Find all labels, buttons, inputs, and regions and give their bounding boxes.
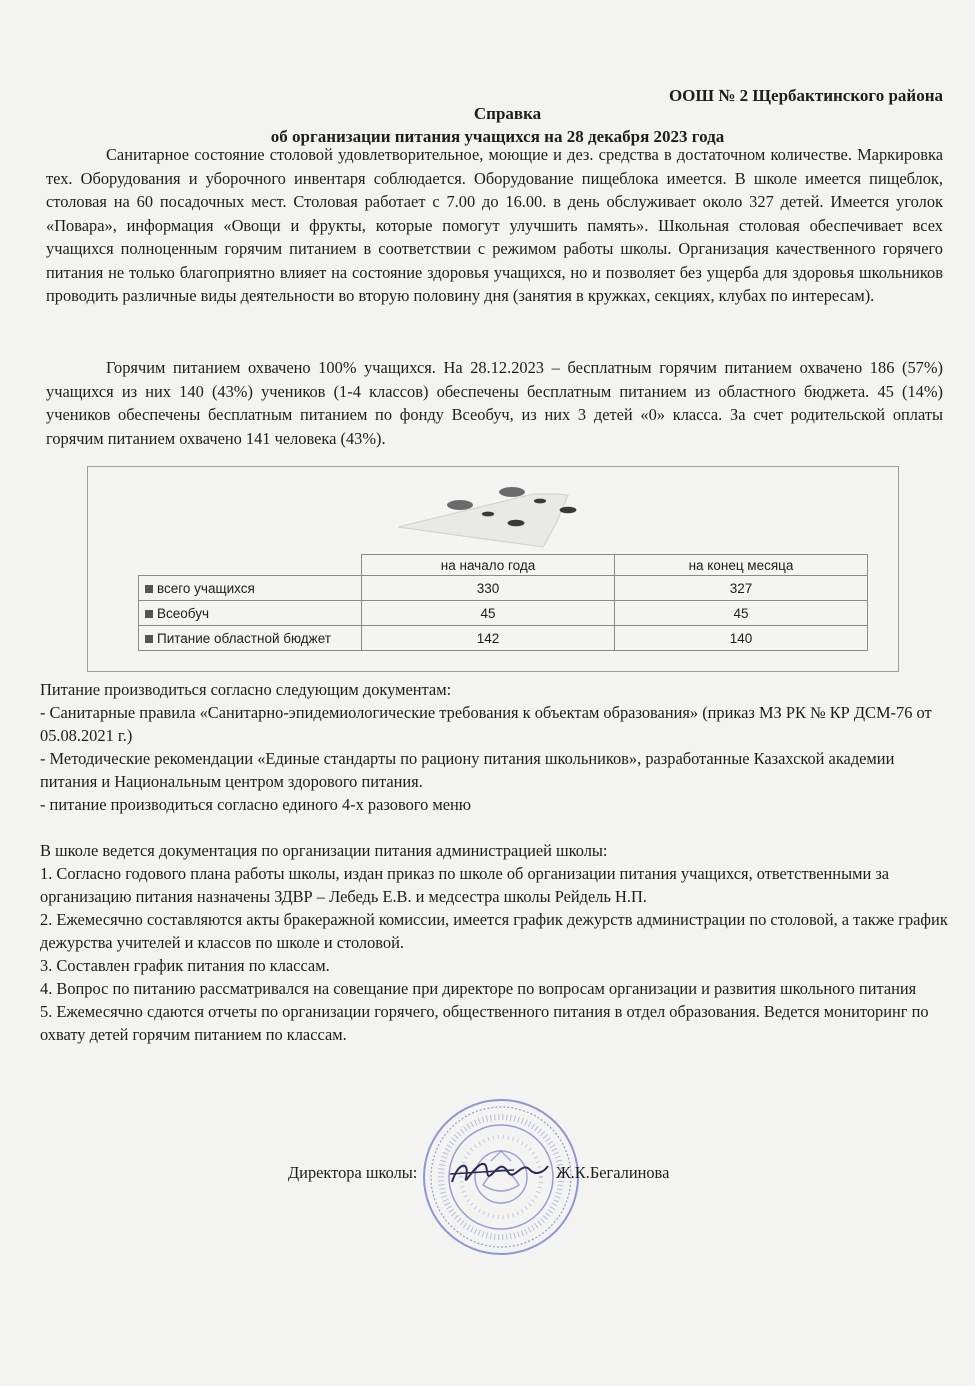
document-title: Справка	[473, 104, 542, 123]
chart-data-table	[138, 554, 868, 651]
row-label	[139, 601, 362, 626]
documents-intro: Питание производиться согласно следующим документам:	[40, 680, 452, 699]
paragraph-text: Горячим питанием охвачено 100% учащихся. На 28.12.2023 – бесплатным горячим питанием охвачено 186 (57%) учащихся из них 140 (43%) учеников (1-4 классов) обеспечены бесплатным питанием из областного бюджета. 45 (14%) учеников обеспечены бесплатным питанием по фонду Всеобуч, из них 3 детей «0» класса. За счет родительской оплаты горячим питанием охвачено 141 человека (43%).	[46, 358, 943, 448]
series-name: Питание областной бюджет	[157, 630, 331, 646]
chart-frame	[87, 466, 899, 672]
paragraph-2	[46, 356, 943, 450]
spacer	[40, 816, 950, 839]
document-item: - Методические рекомендации «Единые стандарты по рациону питания школьников», разработанные Казахской академии питания и Национальным центром здорового питания.	[40, 749, 895, 791]
table-header-row	[139, 555, 868, 576]
series-name: Всеобуч	[157, 605, 209, 621]
legend-marker-icon	[145, 610, 153, 618]
documentation-item: 4. Вопрос по питанию рассматривался на совещание при директоре по вопросам организации и развития школьного питания	[40, 979, 917, 998]
table-row	[139, 626, 868, 651]
legend-marker-icon	[145, 585, 153, 593]
documentation-intro: В школе ведется документация по организации питания администрацией школы:	[40, 841, 608, 860]
bar-mark	[560, 507, 577, 514]
table-row	[139, 576, 868, 601]
signature-label: Директора школы:	[288, 1163, 418, 1182]
bar-mark	[499, 487, 525, 497]
document-item: - Санитарные правила «Санитарно-эпидемиологические требования к объектам образования» (приказ МЗ РК № КР ДСМ-76 от 05.08.2021 г.)	[40, 703, 932, 745]
documentation-item: 2. Ежемесячно составляются акты бракеражной комиссии, имеется график дежурств администрации по столовой, а также график дежурства учителей и классов по школе и столовой.	[40, 910, 948, 952]
document-subtitle: об организации питания учащихся на 28 декабря 2023 года	[270, 127, 725, 146]
table-corner-cell	[139, 555, 362, 576]
documentation-item: 1. Согласно годового плана работы школы, издан приказ по школе об организации питания учащихся, ответственными за организацию питания назначены ЗДВР – Лебедь Е.В. и медсестра школы Рейдель Н.П.	[40, 864, 890, 906]
signature-name: Ж.К.Бегалинова	[556, 1163, 670, 1182]
series-name: всего учащихся	[157, 580, 255, 596]
row-label	[139, 626, 362, 651]
legend-marker-icon	[145, 635, 153, 643]
paragraph-1	[46, 143, 943, 308]
bar-mark	[508, 520, 525, 527]
row-label	[139, 576, 362, 601]
table-cell: 330	[362, 576, 615, 601]
table-cell: 45	[362, 601, 615, 626]
column-header: на конец месяца	[615, 555, 868, 576]
column-header: на начало года	[362, 555, 615, 576]
table-row	[139, 601, 868, 626]
table-cell: 142	[362, 626, 615, 651]
table-cell: 140	[615, 626, 868, 651]
paragraph-text: Санитарное состояние столовой удовлетворительное, моющие и дез. средства в достаточном количестве. Маркировка тех. Оборудования и уборочного инвентаря соблюдается. Оборудование пищеблока имеется. В школе имеется пищеблок, столовая на 60 посадочных мест. Столовая работает с 7.00 до 16.00. в день обслуживает около 327 детей. Имеется уголок «Повара», информация «Овощи и фрукты, которые помогут улучшить память». Школьная столовая обеспечивает всех учащихся полноценным горячим питанием в соответствии с режимом работы школы. Организация качественного горячего питания не только благоприятно влияет на состояние здоровья учащихся, но и позволяет без ущерба для здоровья школьников проводить различные виды деятельности во вторую половину дня (занятия в кружках, секциях, клубах по интересам).	[46, 145, 943, 305]
documentation-item: 5. Ежемесячно сдаются отчеты по организации горячего, общественного питания в отдел образования. Ведется мониторинг по охвату детей горячим питанием по классам.	[40, 1002, 929, 1044]
table-cell: 45	[615, 601, 868, 626]
school-name: ООШ № 2 Щербактинского района	[668, 86, 943, 105]
documentation-item: 3. Составлен график питания по классам.	[40, 956, 330, 975]
document-item: - питание производиться согласно единого 4-х разового меню	[40, 795, 472, 814]
handwritten-signature-icon	[444, 1152, 554, 1196]
table-cell: 327	[615, 576, 868, 601]
documents-section	[40, 678, 950, 1046]
bar-mark	[482, 512, 494, 517]
bar-mark	[534, 499, 546, 504]
bar-mark	[447, 500, 473, 510]
